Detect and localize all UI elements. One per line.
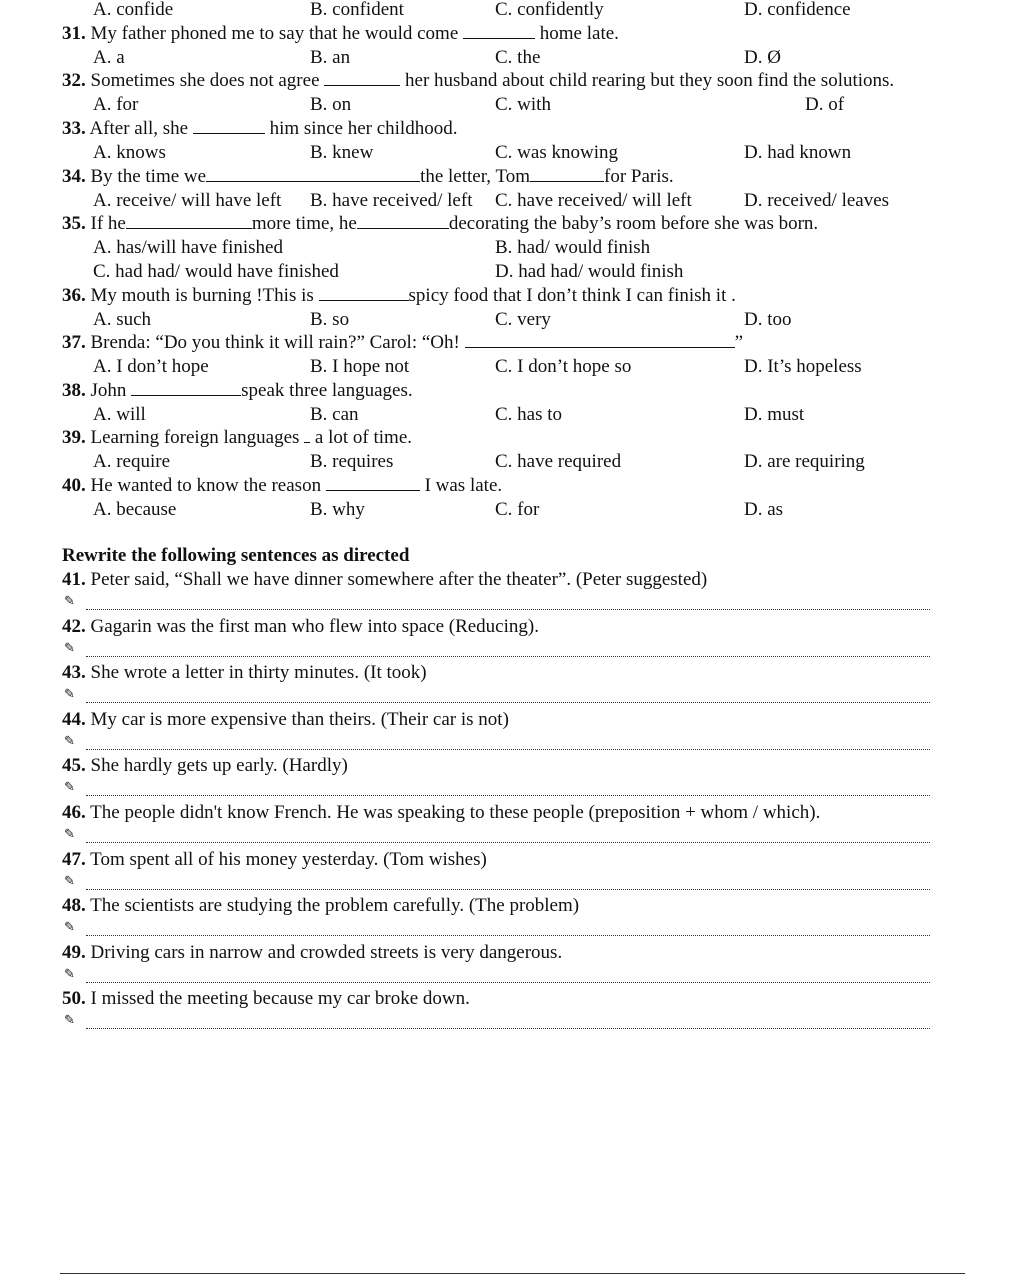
rewrite-question xyxy=(62,570,967,592)
q34-option-a[interactable]: A. receive/ will have left xyxy=(93,190,282,211)
q34-option-c[interactable]: C. have received/ will left xyxy=(495,190,692,211)
question-text: After all, she xyxy=(89,118,189,139)
answer-line[interactable] xyxy=(62,780,930,798)
question-31 xyxy=(62,24,967,46)
q32-option-a[interactable]: A. for xyxy=(93,94,139,115)
question-number: 42. xyxy=(62,616,86,637)
answer-line[interactable] xyxy=(62,1013,930,1031)
question-36 xyxy=(62,286,967,308)
q37-options xyxy=(62,357,967,379)
q36-option-b[interactable]: B. so xyxy=(310,309,350,330)
question-text: Gagarin was the first man who flew into space (Reducing). xyxy=(90,616,539,637)
dotted-writing-line[interactable] xyxy=(86,656,930,657)
question-number: 44. xyxy=(62,709,86,730)
q32-option-c[interactable]: C. with xyxy=(495,94,551,115)
answer-line[interactable] xyxy=(62,734,930,752)
q40-option-a[interactable]: A. because xyxy=(93,499,177,520)
dotted-writing-line[interactable] xyxy=(86,982,930,983)
q31-option-b[interactable]: B. an xyxy=(310,47,351,68)
answer-blank-2[interactable] xyxy=(530,167,604,182)
q30-option-b[interactable]: B. confident xyxy=(310,0,404,20)
q40-option-d[interactable]: D. as xyxy=(744,499,784,520)
pencil-icon: ✎ xyxy=(64,966,75,981)
q30-option-a[interactable]: A. confide xyxy=(93,0,174,20)
pencil-icon: ✎ xyxy=(64,919,75,934)
q37-option-a[interactable]: A. I don’t hope xyxy=(93,356,209,377)
question-text: for Paris. xyxy=(604,166,674,187)
question-number: 43. xyxy=(62,662,86,683)
question-33 xyxy=(62,119,967,141)
rewrite-question xyxy=(62,617,967,639)
question-text: ” xyxy=(734,332,744,353)
q30-option-c[interactable]: C. confidently xyxy=(495,0,604,20)
dotted-writing-line[interactable] xyxy=(86,749,930,750)
q34-option-b[interactable]: B. have received/ left xyxy=(310,190,473,211)
question-text: I missed the meeting because my car broke down. xyxy=(90,988,470,1009)
question-number: 47. xyxy=(62,849,86,870)
q39-options xyxy=(62,452,967,474)
question-text: more time, he xyxy=(251,213,357,234)
question-number: 39. xyxy=(62,427,86,448)
answer-blank[interactable] xyxy=(326,476,420,491)
question-32 xyxy=(62,71,967,93)
q40-options xyxy=(62,500,967,522)
answer-line[interactable] xyxy=(62,827,930,845)
q35-option-b[interactable]: B. had/ would finish xyxy=(495,237,651,258)
question-text: home late. xyxy=(539,23,619,44)
dotted-writing-line[interactable] xyxy=(86,889,930,890)
q35-options-row1 xyxy=(62,238,967,260)
question-text: Tom spent all of his money yesterday. (Tom wishes) xyxy=(90,849,487,870)
q31-option-d[interactable]: D. Ø xyxy=(744,47,781,68)
question-text: spicy food that I don’t think I can finish it . xyxy=(408,285,736,306)
question-text: The people didn't know French. He was speaking to these people (preposition + whom / which). xyxy=(90,802,821,823)
pencil-icon: ✎ xyxy=(64,873,75,888)
q40-option-c[interactable]: C. for xyxy=(495,499,540,520)
question-text: My mouth is burning !This is xyxy=(90,285,314,306)
question-text: him since her childhood. xyxy=(269,118,458,139)
q33-option-a[interactable]: A. knows xyxy=(93,142,166,163)
q36-option-d[interactable]: D. too xyxy=(744,309,792,330)
question-text: Sometimes she does not agree xyxy=(90,70,320,91)
question-number: 36. xyxy=(62,285,86,306)
question-text: She hardly gets up early. (Hardly) xyxy=(90,755,348,776)
question-34 xyxy=(62,167,967,189)
q36-option-c[interactable]: C. very xyxy=(495,309,551,330)
question-number: 41. xyxy=(62,569,86,590)
rewrite-question xyxy=(62,710,967,732)
answer-blank[interactable] xyxy=(463,24,535,39)
question-37 xyxy=(62,333,967,355)
question-number: 40. xyxy=(62,475,86,496)
q33-options xyxy=(62,143,967,165)
question-number: 33. xyxy=(62,118,86,139)
pencil-icon: ✎ xyxy=(64,593,75,608)
question-text: her husband about child rearing but they soon find the solutions. xyxy=(405,70,895,91)
question-number: 31. xyxy=(62,23,86,44)
answer-blank[interactable] xyxy=(319,286,409,301)
pencil-icon: ✎ xyxy=(64,779,75,794)
q33-option-d[interactable]: D. had known xyxy=(744,142,852,163)
dotted-writing-line[interactable] xyxy=(86,795,930,796)
q34-option-d[interactable]: D. received/ leaves xyxy=(744,190,890,211)
pencil-icon: ✎ xyxy=(64,640,75,655)
rewrite-question xyxy=(62,943,967,965)
dotted-writing-line[interactable] xyxy=(86,702,930,703)
answer-line[interactable] xyxy=(62,641,930,659)
question-39 xyxy=(62,428,967,450)
q38-option-b[interactable]: B. can xyxy=(310,404,359,425)
pencil-icon: ✎ xyxy=(64,1012,75,1027)
section-heading: Rewrite the following sentences as directed xyxy=(62,545,410,566)
q38-option-c[interactable]: C. has to xyxy=(495,404,563,425)
q37-option-b[interactable]: B. I hope not xyxy=(310,356,410,377)
question-text: I was late. xyxy=(424,475,503,496)
pencil-icon: ✎ xyxy=(64,686,75,701)
question-number: 50. xyxy=(62,988,86,1009)
footer-divider xyxy=(60,1273,965,1274)
q31-option-a[interactable]: A. a xyxy=(93,47,125,68)
question-number: 32. xyxy=(62,70,86,91)
q36-options xyxy=(62,310,967,332)
q37-option-c[interactable]: C. I don’t hope so xyxy=(495,356,632,377)
pencil-icon: ✎ xyxy=(64,733,75,748)
q35-options-row2 xyxy=(62,262,967,284)
q33-option-b[interactable]: B. knew xyxy=(310,142,374,163)
q35-option-a[interactable]: A. has/will have finished xyxy=(93,237,283,258)
answer-blank[interactable] xyxy=(304,428,310,443)
q32-options xyxy=(62,95,967,117)
q35-option-c[interactable]: C. had had/ would have finished xyxy=(93,261,339,282)
question-number: 35. xyxy=(62,213,86,234)
question-text: My father phoned me to say that he would come xyxy=(90,23,459,44)
answer-blank-1[interactable] xyxy=(206,167,420,182)
answer-blank-1[interactable] xyxy=(126,214,252,229)
q39-option-c[interactable]: C. have required xyxy=(495,451,622,472)
question-text: the letter, Tom xyxy=(420,166,531,187)
q38-option-d[interactable]: D. must xyxy=(744,404,805,425)
rewrite-question xyxy=(62,989,967,1011)
question-number: 34. xyxy=(62,166,86,187)
q40-option-b[interactable]: B. why xyxy=(310,499,365,520)
question-number: 37. xyxy=(62,332,86,353)
rewrite-question xyxy=(62,756,967,778)
q37-option-d[interactable]: D. It’s hopeless xyxy=(744,356,862,377)
dotted-writing-line[interactable] xyxy=(86,609,930,610)
q38-option-a[interactable]: A. will xyxy=(93,404,146,425)
question-number: 48. xyxy=(62,895,86,916)
answer-line[interactable] xyxy=(62,594,930,612)
q36-option-a[interactable]: A. such xyxy=(93,309,152,330)
question-40 xyxy=(62,476,967,498)
question-text: a lot of time. xyxy=(314,427,413,448)
q39-option-b[interactable]: B. requires xyxy=(310,451,394,472)
question-38 xyxy=(62,381,967,403)
answer-line[interactable] xyxy=(62,687,930,705)
answer-line[interactable] xyxy=(62,920,930,938)
answer-blank-2[interactable] xyxy=(357,214,449,229)
answer-line[interactable] xyxy=(62,874,930,892)
answer-line[interactable] xyxy=(62,967,930,985)
q39-option-a[interactable]: A. require xyxy=(93,451,171,472)
answer-blank[interactable] xyxy=(324,71,400,86)
question-text: Peter said, “Shall we have dinner somewhere after the theater”. (Peter suggested) xyxy=(90,569,708,590)
question-text: speak three languages. xyxy=(241,380,413,401)
question-number: 46. xyxy=(62,802,86,823)
question-35 xyxy=(62,214,967,236)
rewrite-question xyxy=(62,850,967,872)
q30-options xyxy=(62,0,967,22)
dotted-writing-line[interactable] xyxy=(86,1028,930,1029)
question-text: decorating the baby’s room before she was born. xyxy=(448,213,819,234)
question-number: 45. xyxy=(62,755,86,776)
answer-blank[interactable] xyxy=(131,381,241,396)
question-text: Learning foreign languages xyxy=(90,427,300,448)
pencil-icon: ✎ xyxy=(64,826,75,841)
question-text: John xyxy=(90,380,127,401)
q31-options xyxy=(62,48,967,70)
question-text: My car is more expensive than theirs. (Their car is not) xyxy=(90,709,509,730)
q38-options xyxy=(62,405,967,427)
q32-option-b[interactable]: B. on xyxy=(310,94,352,115)
rewrite-question xyxy=(62,663,967,685)
dotted-writing-line[interactable] xyxy=(86,935,930,936)
question-text: He wanted to know the reason xyxy=(90,475,322,496)
q39-option-d[interactable]: D. are requiring xyxy=(744,451,865,472)
q30-option-d[interactable]: D. confidence xyxy=(744,0,851,20)
answer-blank[interactable] xyxy=(465,333,735,348)
question-number: 38. xyxy=(62,380,86,401)
question-text: Brenda: “Do you think it will rain?” Carol: “Oh! xyxy=(90,332,460,353)
dotted-writing-line[interactable] xyxy=(86,842,930,843)
answer-blank[interactable] xyxy=(193,119,265,134)
question-text: The scientists are studying the problem carefully. (The problem) xyxy=(90,895,580,916)
q35-option-d[interactable]: D. had had/ would finish xyxy=(495,261,684,282)
question-text: She wrote a letter in thirty minutes. (It took) xyxy=(90,662,427,683)
question-text: By the time we xyxy=(90,166,207,187)
question-text: Driving cars in narrow and crowded streets is very dangerous. xyxy=(90,942,563,963)
q33-option-c[interactable]: C. was knowing xyxy=(495,142,618,163)
q34-options xyxy=(62,191,967,213)
question-text: If he xyxy=(90,213,126,234)
question-number: 49. xyxy=(62,942,86,963)
rewrite-question xyxy=(62,803,967,825)
q32-option-d[interactable]: D. of xyxy=(805,94,845,115)
rewrite-question xyxy=(62,896,967,918)
q31-option-c[interactable]: C. the xyxy=(495,47,541,68)
